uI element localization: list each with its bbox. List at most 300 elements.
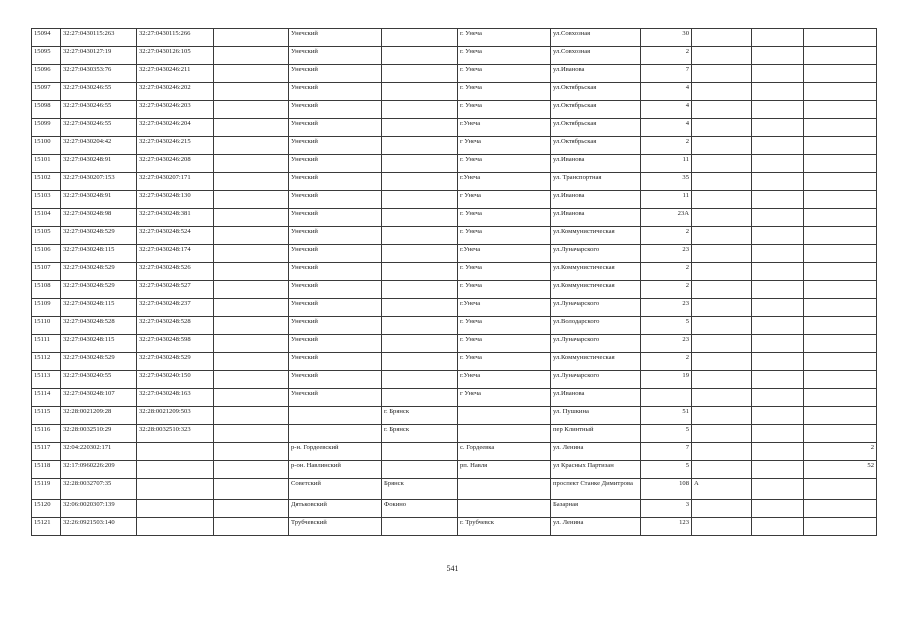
city-cell xyxy=(382,137,458,155)
house-number-cell: 5 xyxy=(641,461,692,479)
object-cadastral-number-cell xyxy=(137,461,214,479)
city-cell: г. Брянск xyxy=(382,407,458,425)
city-cell xyxy=(382,353,458,371)
object-cadastral-number-cell xyxy=(137,443,214,461)
cadastral-number-cell: 32:27:0430248:529 xyxy=(61,227,137,245)
cadastral-number-cell: 32:27:0430248:115 xyxy=(61,245,137,263)
row-number-cell: 15101 xyxy=(32,155,61,173)
object-cadastral-number-cell: 32:27:0430248:528 xyxy=(137,317,214,335)
city-cell xyxy=(382,389,458,407)
cadastral-number-cell: 32:27:0430204:42 xyxy=(61,137,137,155)
cadastral-number-cell: 32:27:0430248:529 xyxy=(61,353,137,371)
cadastral-number-cell: 32:28:0021209:28 xyxy=(61,407,137,425)
street-cell: ул. Ленина xyxy=(551,443,641,461)
settlement-cell xyxy=(458,425,551,443)
street-cell: ул.Совхозная xyxy=(551,47,641,65)
row-number-cell: 15120 xyxy=(32,500,61,518)
apartment-cell: 2 xyxy=(804,443,877,461)
empty-cell xyxy=(752,245,804,263)
empty-cell xyxy=(752,479,804,500)
apartment-cell xyxy=(804,317,877,335)
table-row xyxy=(32,65,877,83)
house-number-cell: 23 xyxy=(641,299,692,317)
empty-cell xyxy=(752,29,804,47)
empty-cell xyxy=(752,191,804,209)
settlement-cell: г. Унеча xyxy=(458,227,551,245)
object-cadastral-number-cell: 32:27:0430248:237 xyxy=(137,299,214,317)
building-letter-cell xyxy=(692,281,752,299)
settlement-cell xyxy=(458,407,551,425)
empty-cell xyxy=(752,227,804,245)
empty-cell xyxy=(214,65,289,83)
building-letter-cell: А xyxy=(692,479,752,500)
table-row xyxy=(32,209,877,227)
empty-cell xyxy=(214,83,289,101)
table-body xyxy=(32,29,877,536)
table-row xyxy=(32,500,877,518)
row-number-cell: 15096 xyxy=(32,65,61,83)
house-number-cell: 23 xyxy=(641,245,692,263)
building-letter-cell xyxy=(692,317,752,335)
empty-cell xyxy=(752,425,804,443)
house-number-cell: 3 xyxy=(641,500,692,518)
apartment-cell xyxy=(804,47,877,65)
cadastral-number-cell: 32:27:0430207:153 xyxy=(61,173,137,191)
object-cadastral-number-cell: 32:27:0430248:527 xyxy=(137,281,214,299)
settlement-cell: г. Унеча xyxy=(458,281,551,299)
apartment-cell xyxy=(804,29,877,47)
empty-cell xyxy=(752,83,804,101)
district-cell: Унечский xyxy=(289,263,382,281)
building-letter-cell xyxy=(692,443,752,461)
empty-cell xyxy=(752,371,804,389)
street-cell: ул. Ленина xyxy=(551,518,641,536)
empty-cell xyxy=(752,407,804,425)
cadastral-number-cell: 32:27:0430248:529 xyxy=(61,281,137,299)
cadastral-number-cell: 32:27:0430248:107 xyxy=(61,389,137,407)
empty-cell xyxy=(214,500,289,518)
settlement-cell: г.Унеча xyxy=(458,371,551,389)
table-row xyxy=(32,155,877,173)
row-number-cell: 15097 xyxy=(32,83,61,101)
district-cell: Унечский xyxy=(289,227,382,245)
house-number-cell: 5 xyxy=(641,425,692,443)
street-cell: ул.Октябрьская xyxy=(551,119,641,137)
apartment-cell xyxy=(804,83,877,101)
district-cell: Унечский xyxy=(289,173,382,191)
district-cell: р-он. Навлинский xyxy=(289,461,382,479)
building-letter-cell xyxy=(692,191,752,209)
city-cell xyxy=(382,155,458,173)
row-number-cell: 15104 xyxy=(32,209,61,227)
settlement-cell: г. Унеча xyxy=(458,101,551,119)
settlement-cell: г. Унеча xyxy=(458,29,551,47)
district-cell: Трубчевский xyxy=(289,518,382,536)
street-cell: ул.Иванова xyxy=(551,389,641,407)
settlement-cell: г. Унеча xyxy=(458,65,551,83)
table-row xyxy=(32,245,877,263)
object-cadastral-number-cell xyxy=(137,479,214,500)
apartment-cell: 52 xyxy=(804,461,877,479)
street-cell: ул.Октябрьская xyxy=(551,137,641,155)
city-cell: Брянск xyxy=(382,479,458,500)
district-cell: Унечский xyxy=(289,317,382,335)
settlement-cell: рп. Навля xyxy=(458,461,551,479)
table-row xyxy=(32,299,877,317)
table-row xyxy=(32,281,877,299)
table-row xyxy=(32,137,877,155)
building-letter-cell xyxy=(692,353,752,371)
building-letter-cell xyxy=(692,65,752,83)
object-cadastral-number-cell: 32:27:0430248:381 xyxy=(137,209,214,227)
object-cadastral-number-cell: 32:27:0430248:174 xyxy=(137,245,214,263)
cadastral-number-cell: 32:27:0430248:91 xyxy=(61,155,137,173)
district-cell: Унечский xyxy=(289,335,382,353)
district-cell: Унечский xyxy=(289,245,382,263)
row-number-cell: 15116 xyxy=(32,425,61,443)
empty-cell xyxy=(752,518,804,536)
city-cell xyxy=(382,191,458,209)
row-number-cell: 15100 xyxy=(32,137,61,155)
row-number-cell: 15094 xyxy=(32,29,61,47)
registry-table xyxy=(31,28,877,536)
house-number-cell: 30 xyxy=(641,29,692,47)
building-letter-cell xyxy=(692,335,752,353)
house-number-cell: 5 xyxy=(641,317,692,335)
object-cadastral-number-cell xyxy=(137,500,214,518)
empty-cell xyxy=(214,101,289,119)
city-cell xyxy=(382,263,458,281)
city-cell xyxy=(382,461,458,479)
settlement-cell: г.Унеча xyxy=(458,245,551,263)
house-number-cell: 11 xyxy=(641,155,692,173)
empty-cell xyxy=(752,299,804,317)
street-cell: ул.Коммунистическая xyxy=(551,263,641,281)
table-row xyxy=(32,443,877,461)
cadastral-number-cell: 32:27:0430246:55 xyxy=(61,101,137,119)
settlement-cell: г. Унеча xyxy=(458,263,551,281)
table-row xyxy=(32,353,877,371)
district-cell: Советский xyxy=(289,479,382,500)
settlement-cell: с. Гордеевка xyxy=(458,443,551,461)
cadastral-number-cell: 32:17:0960226:209 xyxy=(61,461,137,479)
empty-cell xyxy=(752,119,804,137)
empty-cell xyxy=(752,65,804,83)
empty-cell xyxy=(752,389,804,407)
house-number-cell: 108 xyxy=(641,479,692,500)
object-cadastral-number-cell: 32:27:0430246:211 xyxy=(137,65,214,83)
empty-cell xyxy=(752,443,804,461)
district-cell: Унечский xyxy=(289,209,382,227)
apartment-cell xyxy=(804,173,877,191)
cadastral-number-cell: 32:27:0430240:55 xyxy=(61,371,137,389)
street-cell: ул. Транспортная xyxy=(551,173,641,191)
house-number-cell: 2 xyxy=(641,353,692,371)
house-number-cell: 23 xyxy=(641,335,692,353)
empty-cell xyxy=(214,443,289,461)
table-row xyxy=(32,119,877,137)
table-row xyxy=(32,263,877,281)
district-cell: Унечский xyxy=(289,29,382,47)
apartment-cell xyxy=(804,500,877,518)
apartment-cell xyxy=(804,263,877,281)
street-cell: ул.Октябрьская xyxy=(551,101,641,119)
building-letter-cell xyxy=(692,119,752,137)
cadastral-number-cell: 32:26:0921503:140 xyxy=(61,518,137,536)
empty-cell xyxy=(214,155,289,173)
apartment-cell xyxy=(804,425,877,443)
apartment-cell xyxy=(804,137,877,155)
street-cell: ул.Луначарского xyxy=(551,371,641,389)
building-letter-cell xyxy=(692,209,752,227)
apartment-cell xyxy=(804,155,877,173)
object-cadastral-number-cell: 32:27:0430246:204 xyxy=(137,119,214,137)
empty-cell xyxy=(752,500,804,518)
empty-cell xyxy=(752,281,804,299)
row-number-cell: 15095 xyxy=(32,47,61,65)
street-cell: Базарная xyxy=(551,500,641,518)
cadastral-number-cell: 32:27:0430127:19 xyxy=(61,47,137,65)
building-letter-cell xyxy=(692,83,752,101)
city-cell xyxy=(382,29,458,47)
apartment-cell xyxy=(804,227,877,245)
table-row xyxy=(32,425,877,443)
empty-cell xyxy=(214,191,289,209)
street-cell: ул.Коммунистическая xyxy=(551,353,641,371)
city-cell xyxy=(382,518,458,536)
row-number-cell: 15110 xyxy=(32,317,61,335)
object-cadastral-number-cell: 32:27:0430246:208 xyxy=(137,155,214,173)
district-cell: Унечский xyxy=(289,83,382,101)
empty-cell xyxy=(214,119,289,137)
city-cell xyxy=(382,245,458,263)
cadastral-number-cell: 32:06:0020307:139 xyxy=(61,500,137,518)
city-cell xyxy=(382,335,458,353)
empty-cell xyxy=(752,137,804,155)
settlement-cell: г. Унеча xyxy=(458,209,551,227)
cadastral-number-cell: 32:27:0430115:263 xyxy=(61,29,137,47)
table-row xyxy=(32,317,877,335)
apartment-cell xyxy=(804,407,877,425)
table-row xyxy=(32,335,877,353)
object-cadastral-number-cell: 32:27:0430246:202 xyxy=(137,83,214,101)
object-cadastral-number-cell: 32:27:0430246:203 xyxy=(137,101,214,119)
empty-cell xyxy=(752,209,804,227)
city-cell xyxy=(382,83,458,101)
settlement-cell: г. Унеча xyxy=(458,155,551,173)
empty-cell xyxy=(214,47,289,65)
apartment-cell xyxy=(804,353,877,371)
apartment-cell xyxy=(804,65,877,83)
street-cell: ул.Иванова xyxy=(551,65,641,83)
apartment-cell xyxy=(804,245,877,263)
apartment-cell xyxy=(804,389,877,407)
district-cell: Дятьковский xyxy=(289,500,382,518)
row-number-cell: 15112 xyxy=(32,353,61,371)
street-cell: ул.Иванова xyxy=(551,155,641,173)
building-letter-cell xyxy=(692,371,752,389)
district-cell: Унечский xyxy=(289,155,382,173)
cadastral-number-cell: 32:27:0430246:55 xyxy=(61,119,137,137)
building-letter-cell xyxy=(692,299,752,317)
apartment-cell xyxy=(804,518,877,536)
empty-cell xyxy=(214,245,289,263)
house-number-cell: 2 xyxy=(641,47,692,65)
city-cell xyxy=(382,281,458,299)
row-number-cell: 15114 xyxy=(32,389,61,407)
house-number-cell: 4 xyxy=(641,119,692,137)
street-cell: ул.Луначарского xyxy=(551,335,641,353)
house-number-cell: 4 xyxy=(641,83,692,101)
house-number-cell: 2 xyxy=(641,227,692,245)
building-letter-cell xyxy=(692,47,752,65)
city-cell xyxy=(382,209,458,227)
building-letter-cell xyxy=(692,173,752,191)
city-cell: Фокино xyxy=(382,500,458,518)
row-number-cell: 15117 xyxy=(32,443,61,461)
house-number-cell: 51 xyxy=(641,407,692,425)
settlement-cell: г Унеча xyxy=(458,191,551,209)
street-cell: ул.Коммунистическая xyxy=(551,227,641,245)
settlement-cell xyxy=(458,479,551,500)
page-number: 541 xyxy=(446,564,459,573)
row-number-cell: 15108 xyxy=(32,281,61,299)
row-number-cell: 15119 xyxy=(32,479,61,500)
settlement-cell: г.Унеча xyxy=(458,173,551,191)
district-cell: Унечский xyxy=(289,65,382,83)
building-letter-cell xyxy=(692,461,752,479)
street-cell: ул.Коммунистическая xyxy=(551,281,641,299)
settlement-cell: г.Унеча xyxy=(458,119,551,137)
street-cell: проспект Станке Димитрова xyxy=(551,479,641,500)
city-cell: г. Брянск xyxy=(382,425,458,443)
empty-cell xyxy=(752,155,804,173)
building-letter-cell xyxy=(692,101,752,119)
table-row xyxy=(32,479,877,500)
building-letter-cell xyxy=(692,155,752,173)
house-number-cell: 2 xyxy=(641,137,692,155)
table-row xyxy=(32,191,877,209)
house-number-cell: 7 xyxy=(641,443,692,461)
street-cell: пер Клинтный xyxy=(551,425,641,443)
row-number-cell: 15121 xyxy=(32,518,61,536)
district-cell: р-н. Гордеевский xyxy=(289,443,382,461)
building-letter-cell xyxy=(692,263,752,281)
settlement-cell: г. Унеча xyxy=(458,83,551,101)
empty-cell xyxy=(214,137,289,155)
settlement-cell: г. Трубчевск xyxy=(458,518,551,536)
apartment-cell xyxy=(804,299,877,317)
city-cell xyxy=(382,47,458,65)
table-row xyxy=(32,101,877,119)
object-cadastral-number-cell: 32:27:0430248:524 xyxy=(137,227,214,245)
city-cell xyxy=(382,101,458,119)
settlement-cell: г. Унеча xyxy=(458,353,551,371)
row-number-cell: 15107 xyxy=(32,263,61,281)
house-number-cell: 11 xyxy=(641,191,692,209)
empty-cell xyxy=(214,518,289,536)
cadastral-number-cell: 32:27:0430248:91 xyxy=(61,191,137,209)
row-number-cell: 15102 xyxy=(32,173,61,191)
empty-cell xyxy=(214,209,289,227)
cadastral-number-cell: 32:27:0430248:98 xyxy=(61,209,137,227)
district-cell: Унечский xyxy=(289,137,382,155)
cadastral-number-cell: 32:27:0430353:76 xyxy=(61,65,137,83)
city-cell xyxy=(382,299,458,317)
apartment-cell xyxy=(804,281,877,299)
building-letter-cell xyxy=(692,137,752,155)
house-number-cell: 2 xyxy=(641,281,692,299)
table-row xyxy=(32,461,877,479)
empty-cell xyxy=(752,101,804,119)
object-cadastral-number-cell: 32:27:0430240:150 xyxy=(137,371,214,389)
apartment-cell xyxy=(804,101,877,119)
table-row xyxy=(32,227,877,245)
table-row xyxy=(32,407,877,425)
district-cell: Унечский xyxy=(289,281,382,299)
city-cell xyxy=(382,227,458,245)
object-cadastral-number-cell: 32:27:0430248:598 xyxy=(137,335,214,353)
table-row xyxy=(32,173,877,191)
object-cadastral-number-cell: 32:27:0430248:163 xyxy=(137,389,214,407)
street-cell: ул.Иванова xyxy=(551,191,641,209)
empty-cell xyxy=(752,353,804,371)
table-row xyxy=(32,47,877,65)
house-number-cell: 35 xyxy=(641,173,692,191)
empty-cell xyxy=(214,227,289,245)
object-cadastral-number-cell: 32:27:0430115:266 xyxy=(137,29,214,47)
street-cell: ул.Володарского xyxy=(551,317,641,335)
building-letter-cell xyxy=(692,389,752,407)
table-row xyxy=(32,83,877,101)
settlement-cell: г. Унеча xyxy=(458,317,551,335)
house-number-cell: 7 xyxy=(641,65,692,83)
district-cell: Унечский xyxy=(289,119,382,137)
house-number-cell: 123 xyxy=(641,518,692,536)
settlement-cell: г Унеча xyxy=(458,389,551,407)
empty-cell xyxy=(752,47,804,65)
district-cell: Унечский xyxy=(289,371,382,389)
empty-cell xyxy=(214,389,289,407)
empty-cell xyxy=(214,353,289,371)
building-letter-cell xyxy=(692,425,752,443)
row-number-cell: 15109 xyxy=(32,299,61,317)
object-cadastral-number-cell: 32:28:0032510:323 xyxy=(137,425,214,443)
city-cell xyxy=(382,119,458,137)
district-cell: Унечский xyxy=(289,101,382,119)
empty-cell xyxy=(752,317,804,335)
object-cadastral-number-cell: 32:27:0430248:526 xyxy=(137,263,214,281)
empty-cell xyxy=(214,371,289,389)
empty-cell xyxy=(214,281,289,299)
object-cadastral-number-cell: 32:27:0430126:105 xyxy=(137,47,214,65)
empty-cell xyxy=(752,263,804,281)
building-letter-cell xyxy=(692,29,752,47)
building-letter-cell xyxy=(692,407,752,425)
apartment-cell xyxy=(804,371,877,389)
settlement-cell: г.Унеча xyxy=(458,299,551,317)
object-cadastral-number-cell: 32:28:0021209:503 xyxy=(137,407,214,425)
building-letter-cell xyxy=(692,500,752,518)
building-letter-cell xyxy=(692,518,752,536)
building-letter-cell xyxy=(692,245,752,263)
empty-cell xyxy=(214,317,289,335)
empty-cell xyxy=(214,425,289,443)
table-row xyxy=(32,371,877,389)
street-cell: ул Красных Партизан xyxy=(551,461,641,479)
cadastral-number-cell: 32:27:0430248:528 xyxy=(61,317,137,335)
house-number-cell: 19 xyxy=(641,371,692,389)
